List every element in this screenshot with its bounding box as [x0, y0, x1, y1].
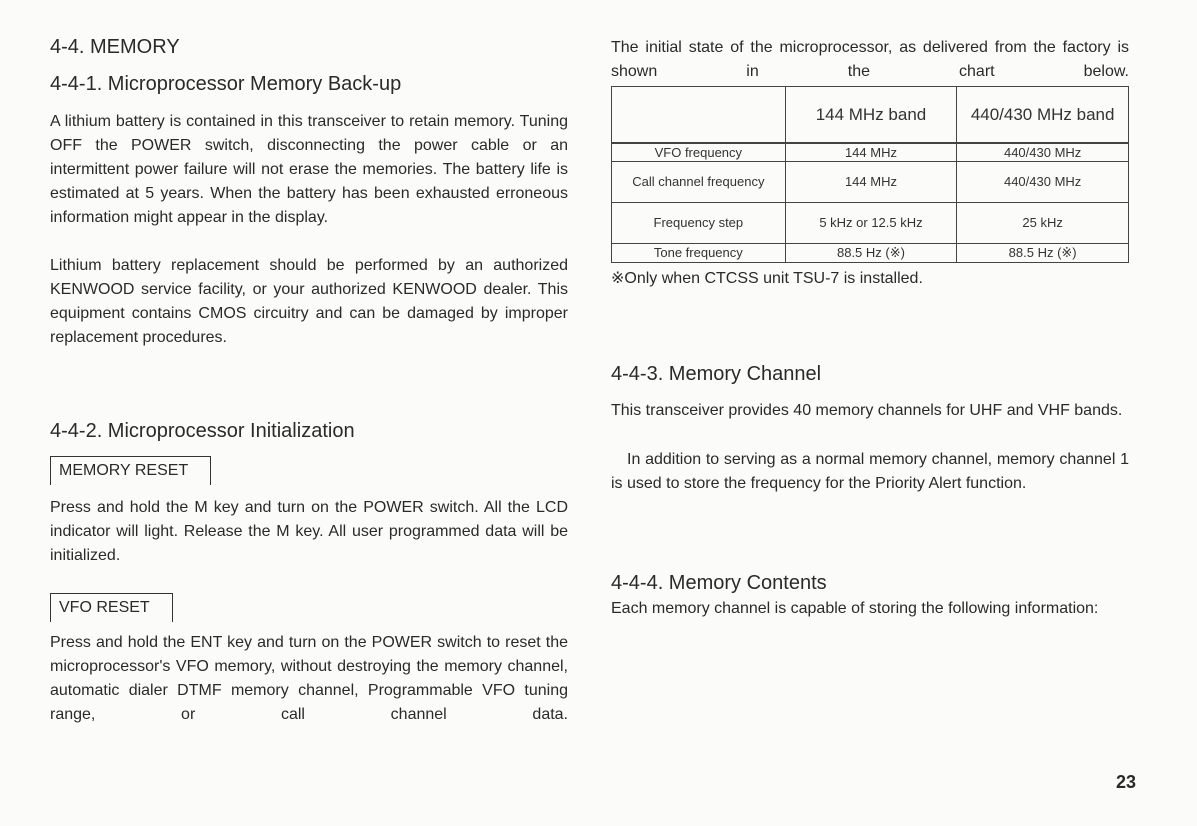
initial-state-intro: The initial state of the microprocessor, as delivered from the factory is shown in the chart below. — [611, 39, 1129, 80]
table-cell: Call channel frequency — [612, 161, 786, 202]
table-cell: 440/430 MHz — [957, 143, 1129, 161]
subsection-title-backup: 4-4-1. Microprocessor Memory Back-up — [50, 73, 402, 95]
table-header-cell: 440/430 MHz band — [957, 87, 1129, 144]
table-cell: 88.5 Hz (※) — [957, 243, 1129, 262]
table-cell: 144 MHz — [785, 143, 957, 161]
table-cell: VFO frequency — [612, 143, 786, 161]
memory-reset-paragraph: Press and hold the M key and turn on the POWER switch. All the LCD indicator will light. Release the M key. All user programmed data will be initialized. — [50, 499, 568, 564]
table-row — [612, 143, 1129, 161]
backup-paragraph-2: Lithium battery replacement should be performed by an authorized KENWOOD service facility, or your authorized KENWOOD dealer. This equipment contains CMOS circuitry and can be damaged by improper replacement procedures. — [50, 257, 568, 346]
table-row — [612, 202, 1129, 243]
table-row — [612, 161, 1129, 202]
table-header-cell — [612, 87, 786, 144]
table-header-cell: 144 MHz band — [785, 87, 957, 144]
table-cell: Frequency step — [612, 202, 786, 243]
subsection-title-memory-channel: 4-4-3. Memory Channel — [611, 363, 822, 385]
ctcss-note: ※Only when CTCSS unit TSU-7 is installed. — [611, 270, 923, 287]
memory-contents-paragraph: Each memory channel is capable of storing the following information: — [611, 600, 1099, 617]
vfo-reset-label: VFO RESET — [50, 593, 173, 622]
table-row — [612, 243, 1129, 262]
table-header-row — [612, 87, 1129, 144]
memory-reset-label: MEMORY RESET — [50, 456, 211, 485]
table-cell: 5 kHz or 12.5 kHz — [785, 202, 957, 243]
table-cell: 440/430 MHz — [957, 161, 1129, 202]
backup-paragraph-1: A lithium battery is contained in this transceiver to retain memory. Tuning OFF the POWER switch, disconnecting the power cable or an intermittent power failure will not erase the memories. The battery life is estimated at 5 years. When the battery has been exhausted erroneous information might appear in the display. — [50, 113, 568, 226]
subsection-title-memory-contents: 4-4-4. Memory Contents — [611, 572, 827, 594]
initial-state-table — [611, 86, 1129, 263]
table-cell: 88.5 Hz (※) — [785, 243, 957, 262]
vfo-reset-paragraph: Press and hold the ENT key and turn on the POWER switch to reset the microprocessor's VFO memory, without destroying the memory channel, automatic dialer DTMF memory channel, Programmable VFO tuning range, or call channel data. — [50, 634, 568, 723]
table-cell: 144 MHz — [785, 161, 957, 202]
table-cell: Tone frequency — [612, 243, 786, 262]
section-title: 4-4. MEMORY — [50, 36, 180, 58]
subsection-title-initialization: 4-4-2. Microprocessor Initialization — [50, 420, 355, 442]
page-number: 23 — [1116, 772, 1137, 792]
table-cell: 25 kHz — [957, 202, 1129, 243]
memory-channel-paragraph-2: In addition to serving as a normal memory channel, memory channel 1 is used to store the frequency for the Priority Alert function. — [611, 451, 1129, 492]
memory-channel-paragraph-1: This transceiver provides 40 memory channels for UHF and VHF bands. — [611, 402, 1123, 419]
